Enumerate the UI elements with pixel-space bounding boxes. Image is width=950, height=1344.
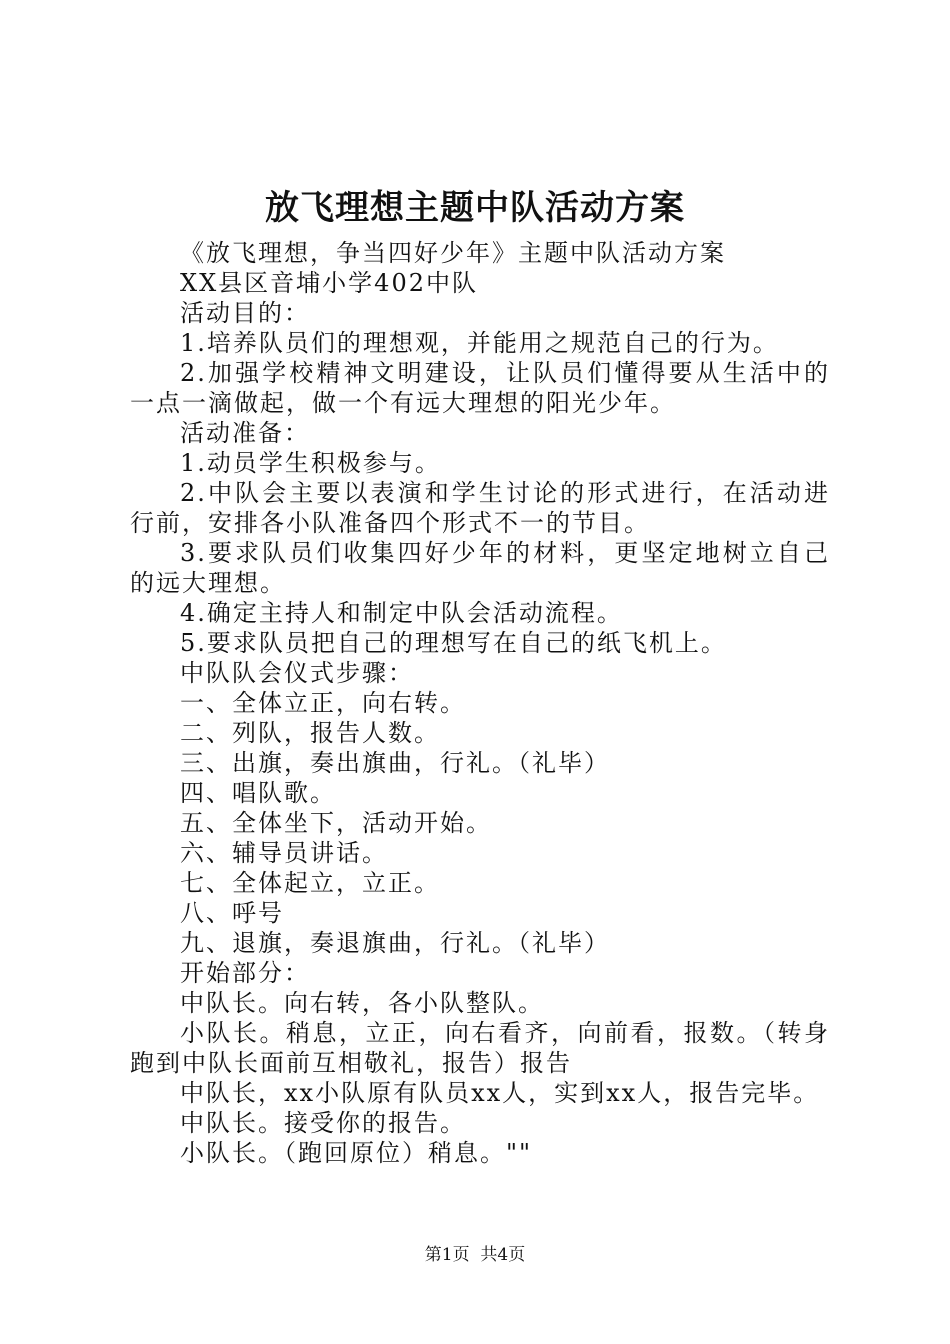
paragraph: 4.确定主持人和制定中队会活动流程。: [180, 599, 623, 627]
paragraph: 3.要求队员们收集四好少年的材料，更坚定地树立自己的远大理想。: [130, 539, 830, 597]
paragraph: 三、出旗，奏出旗曲，行礼。（礼毕）: [180, 749, 610, 777]
paragraph: 5.要求队员把自己的理想写在自己的纸飞机上。: [180, 629, 727, 657]
paragraph: 小队长。稍息，立正，向右看齐，向前看，报数。（转身跑到中队长面前互相敬礼，报告）报告: [130, 1019, 830, 1077]
paragraph: 七、全体起立，立正。: [180, 869, 440, 897]
paragraph: 中队长。接受你的报告。: [180, 1109, 466, 1137]
paragraph: 二、列队，报告人数。: [180, 719, 440, 747]
paragraph: 开始部分：: [180, 959, 310, 987]
paragraph: 2.加强学校精神文明建设，让队员们懂得要从生活中的一点一滴做起，做一个有远大理想的阳光少年。: [130, 359, 830, 417]
paragraph: 九、退旗，奏退旗曲，行礼。（礼毕）: [180, 929, 610, 957]
paragraph: 活动目的：: [180, 299, 310, 327]
paragraph: 小队长。（跑回原位）稍息。"": [180, 1139, 533, 1167]
document-body: [130, 238, 830, 1168]
paragraph: 《放飞理想，争当四好少年》主题中队活动方案: [180, 239, 726, 267]
paragraph: 一、全体立正，向右转。: [180, 689, 466, 717]
paragraph: 1.动员学生积极参与。: [180, 449, 441, 477]
document-title: 放飞理想主题中队活动方案: [265, 188, 685, 228]
paragraph: 中队长。向右转，各小队整队。: [180, 989, 544, 1017]
paragraph: 1.培养队员们的理想观，并能用之规范自己的行为。: [180, 329, 779, 357]
paragraph: 八、呼号: [180, 899, 284, 927]
paragraph: 中队长，xx小队原有队员xx人，实到xx人，报告完毕。: [180, 1079, 820, 1107]
paragraph: XX县区音埔小学402中队: [180, 269, 478, 297]
page-footer: 第1页 共4页: [424, 1245, 526, 1265]
paragraph: 五、全体坐下，活动开始。: [180, 809, 492, 837]
paragraph: 六、辅导员讲话。: [180, 839, 388, 867]
paragraph: 2.中队会主要以表演和学生讨论的形式进行，在活动进行前，安排各小队准备四个形式不一的节目。: [130, 479, 830, 537]
paragraph: 中队队会仪式步骤：: [180, 659, 414, 687]
paragraph: 四、唱队歌。: [180, 779, 336, 807]
paragraph: 活动准备：: [180, 419, 310, 447]
